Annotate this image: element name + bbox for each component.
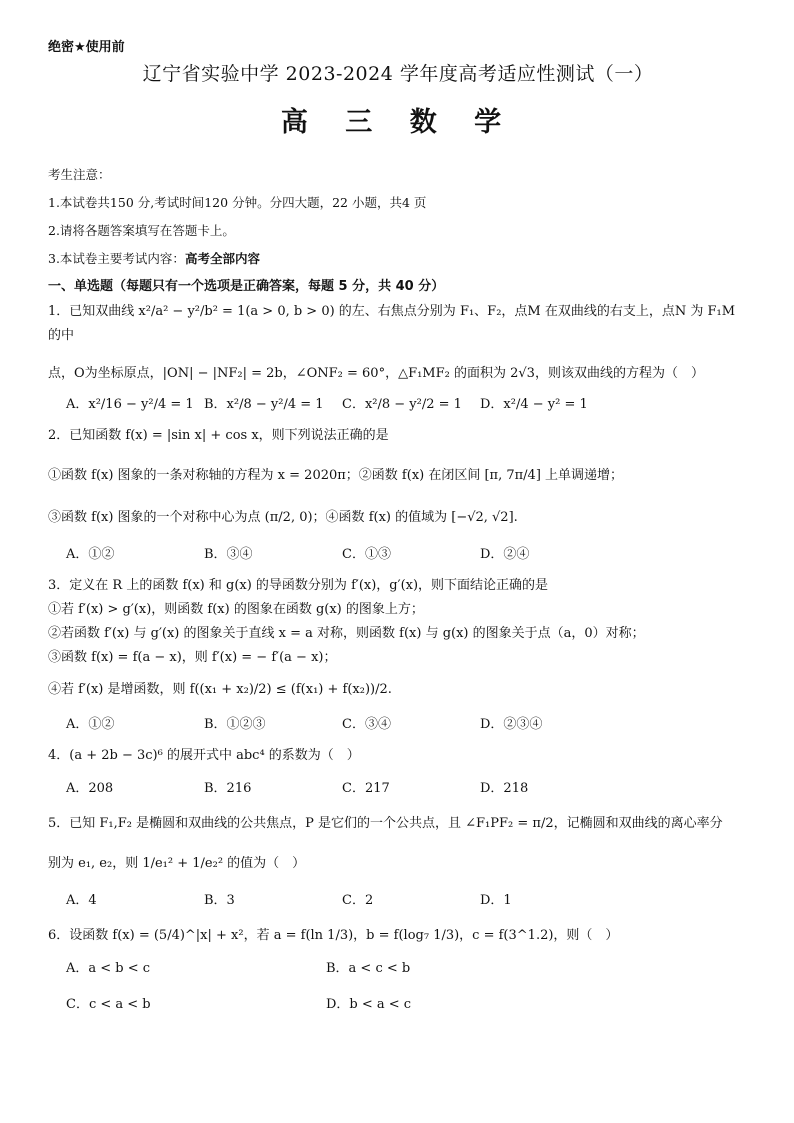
option-b: B．③④ xyxy=(204,547,253,562)
option-c: C．c < a < b xyxy=(66,997,151,1012)
option-b: B．a < c < b xyxy=(326,961,411,976)
option-c: C．①③ xyxy=(342,547,391,562)
option-d: D．b < a < c xyxy=(326,997,412,1012)
option-d: D．1 xyxy=(480,893,512,908)
notice-block xyxy=(48,161,748,273)
option-d: D．②③④ xyxy=(480,717,543,732)
exam-page xyxy=(48,36,748,1018)
question-1: 1．已知双曲线 x²/a² − y²/b² = 1(a > 0, b > 0) 的左、右焦点分别为 F₁、F₂，点M 在双曲线的右支上，点N 为 F₁M 的中 点，O为坐标原点，|ON| − |NF₂| = 2b，∠ONF₂ = 60°，△F₁MF₂ 的面积为 2√3，则该双曲线的方程为（ ） A．x²/16 − y²/4 = 1 B．x²/8 − y²/4 = 1 C．x²/8 − y²/2 = 1 D．x²/4 − y² = 1 xyxy=(48,300,748,418)
notice-bold-content: 高考全部内容 xyxy=(184,251,260,266)
option-d: D．②④ xyxy=(480,547,530,562)
option-b: B．①②③ xyxy=(204,717,266,732)
option-b: B．x²/8 − y²/4 = 1 xyxy=(204,397,324,412)
option-c: C．217 xyxy=(342,781,390,796)
option-a: A．x²/16 − y²/4 = 1 xyxy=(66,397,194,412)
option-d: D．218 xyxy=(480,781,529,796)
question-2: 2．已知函数 f(x) = |sin x| + cos x，则下列说法正确的是 ①函数 f(x) 图象的一条对称轴的方程为 x = 2020π；②函数 f(x) 在闭区间 [π, 7π/4] 上单调递增； ③函数 f(x) 图象的一个对称中心为点 (π/2, 0)；④函数 f(x) 的值域为 [−√2, √2]. A．①② B．③④ C．①③ D．②④ xyxy=(48,424,748,568)
notice-item: 1.本试卷共150 分,考试时间120 分钟。分四大题，22 小题，共4 页 xyxy=(48,195,427,210)
question-3: 3．定义在 R 上的函数 f(x) 和 g(x) 的导函数分别为 f′(x)，g′(x)，则下面结论正确的是 ①若 f′(x) > g′(x)，则函数 f(x) 的图象在函数 g(x) 的图象上方； ②若函数 f′(x) 与 g′(x) 的图象关于直线 x = a 对称，则函数 f(x) 与 g(x) 的图象关于点（a，0）对称； ③函数 f(x) = f(a − x)，则 f′(x) = − f′(a − x)； ④若 f′(x) 是增函数，则 f((x₁ + x₂)/2) ≤ (f(x₁) + f(x₂))/2. A．①② B．①②③ C．③④ D．②③④ xyxy=(48,574,748,738)
option-b: B．216 xyxy=(204,781,252,796)
options xyxy=(66,542,748,568)
option-c: C．x²/8 − y²/2 = 1 xyxy=(342,397,462,412)
question-4: 4．(a + 2b − 3c)⁶ 的展开式中 abc⁴ 的系数为（ ） A．208 B．216 C．217 D．218 xyxy=(48,744,748,802)
options xyxy=(66,776,748,802)
option-a: A．①② xyxy=(66,547,115,562)
page-title: 高 三 数 学 xyxy=(280,107,516,138)
secret-label: 绝密★使用前 xyxy=(48,40,125,55)
notice-item: 3.本试卷主要考试内容：高考全部内容 xyxy=(48,251,260,266)
notice-heading: 考生注意： xyxy=(48,167,111,182)
question-5: 5．已知 F₁,F₂ 是椭圆和双曲线的公共焦点，P 是它们的一个公共点，且 ∠F₁PF₂ = π/2，记椭圆和双曲线的离心率分 别为 e₁, e₂，则 1/e₁² + 1/e₂² 的值为（ ） A．4 B．3 C．2 D．1 xyxy=(48,812,748,914)
notice-item: 2.请将各题答案填写在答题卡上。 xyxy=(48,223,235,238)
options xyxy=(66,392,748,418)
option-a: A．208 xyxy=(66,781,114,796)
option-a: A．①② xyxy=(66,717,115,732)
option-a: A．a < b < c xyxy=(66,961,151,976)
options xyxy=(66,888,748,914)
options xyxy=(66,956,748,1018)
exam-subtitle: 辽宁省实验中学 2023-2024 学年度高考适应性测试（一） xyxy=(142,63,654,85)
option-c: C．③④ xyxy=(342,717,391,732)
option-a: A．4 xyxy=(66,893,97,908)
option-b: B．3 xyxy=(204,893,235,908)
option-c: C．2 xyxy=(342,893,374,908)
question-6: 6．设函数 f(x) = (5/4)^|x| + x²，若 a = f(ln 1/3)，b = f(log₇ 1/3)，c = f(3^1.2)，则（ ） A．a < b < c B．a < c < b C．c < a < b D．b < a < c xyxy=(48,924,748,1018)
option-d: D．x²/4 − y² = 1 xyxy=(480,397,588,412)
options xyxy=(66,712,748,738)
section-heading: 一、单选题（每题只有一个选项是正确答案，每题 5 分，共 40 分） xyxy=(48,279,445,294)
